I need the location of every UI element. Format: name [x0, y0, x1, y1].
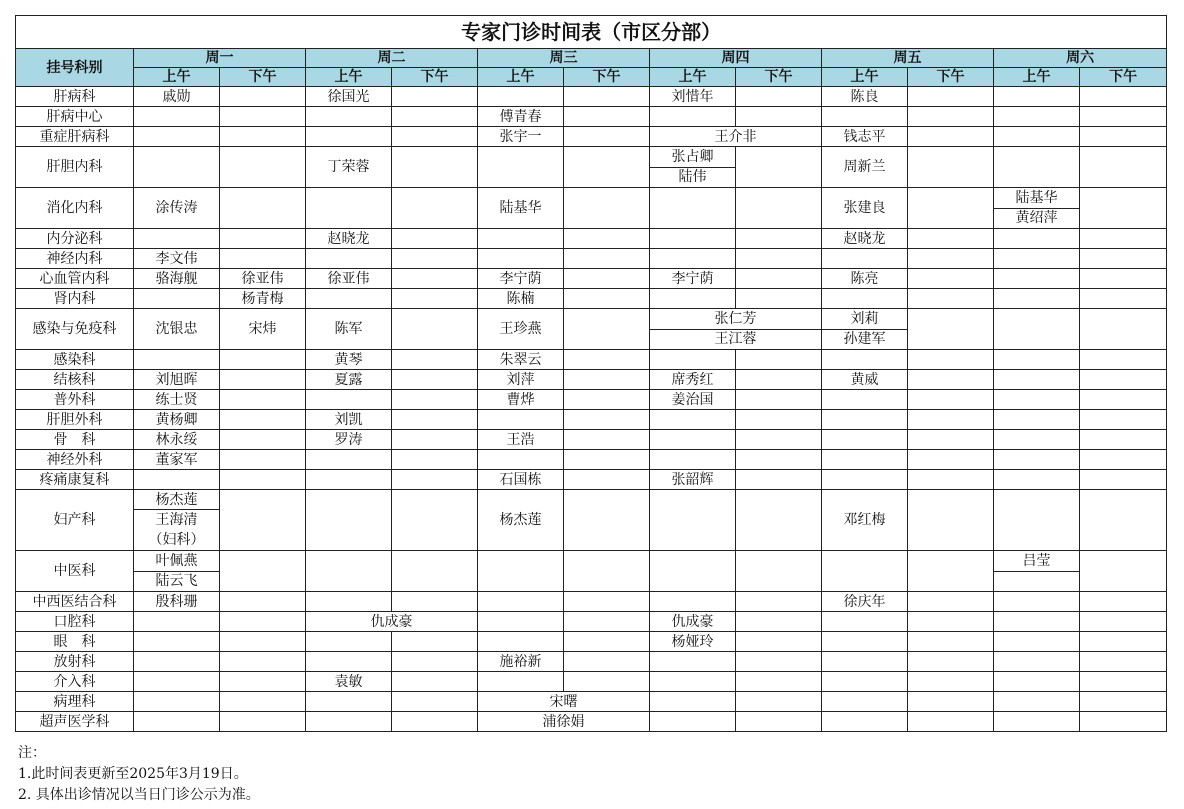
day-header-tue: 周二: [306, 49, 478, 68]
table-row: [16, 632, 1167, 652]
dept-name: 病理科: [16, 692, 134, 712]
page-title: 专家门诊时间表（市区分部）: [16, 16, 1167, 49]
doctor-cell: 徐庆年: [822, 592, 908, 612]
doctor-cell: 罗涛: [306, 430, 392, 450]
table-row: [16, 370, 1167, 390]
table-row: [16, 107, 1167, 127]
table-row: [16, 249, 1167, 269]
doctor-cell: 仇成豪: [650, 612, 736, 632]
table-row: [16, 652, 1167, 672]
doctor-name: 杨杰莲: [155, 491, 198, 508]
doctor-name: 张占卿: [671, 148, 714, 165]
doctor-cell: 赵晓龙: [306, 229, 392, 249]
dept-name: 重症肝病科: [16, 127, 134, 147]
doctor-name: 张仁芳: [714, 310, 757, 327]
doctor-cell: 王浩: [478, 430, 564, 450]
am-header: 上午: [822, 68, 908, 87]
table-row: [16, 390, 1167, 410]
dept-name: 放射科: [16, 652, 134, 672]
doctor-name: 陆伟: [650, 167, 735, 188]
am-header: 上午: [650, 68, 736, 87]
day-header-sat: 周六: [994, 49, 1167, 68]
doctor-name: 刘莉: [850, 310, 879, 327]
doctor-cell: 宋炜: [220, 309, 306, 350]
dept-name: 神经外科: [16, 450, 134, 470]
schedule-table: [15, 15, 1167, 732]
doctor-cell-split: [650, 147, 736, 188]
table-row: [16, 551, 1167, 592]
table-row: [16, 350, 1167, 370]
doctor-cell-split: [822, 309, 908, 350]
am-header: 上午: [306, 68, 392, 87]
note-line: 2. 具体出诊情况以当日门诊公示为准。: [18, 787, 260, 803]
doctor-cell: 丁荣蓉: [306, 147, 392, 188]
doctor-cell: 陆基华: [478, 188, 564, 229]
doctor-cell-split: [650, 309, 822, 350]
table-row: [16, 430, 1167, 450]
table-row: [16, 87, 1167, 107]
day-header-thu: 周四: [650, 49, 822, 68]
table-row: [16, 147, 1167, 188]
footnotes: [18, 743, 260, 806]
note-line: 1.此时间表更新至2025年3月19日。: [18, 766, 248, 782]
doctor-cell: 林永绥: [134, 430, 220, 450]
dept-name: 口腔科: [16, 612, 134, 632]
pm-header: 下午: [908, 68, 994, 87]
doctor-cell: 浦徐娟: [478, 712, 650, 732]
doctor-cell: 陈楠: [478, 289, 564, 309]
pm-header: 下午: [1080, 68, 1167, 87]
doctor-name: 陆云飞: [134, 571, 219, 592]
table-row: [16, 712, 1167, 732]
dept-name: 肾内科: [16, 289, 134, 309]
doctor-cell: 骆海舰: [134, 269, 220, 289]
doctor-name: 王海清: [155, 511, 198, 528]
doctor-cell: 朱翠云: [478, 350, 564, 370]
doctor-cell: 仇成豪: [306, 612, 478, 632]
doctor-cell-split: [134, 490, 220, 551]
doctor-cell: 徐国光: [306, 87, 392, 107]
doctor-name: 叶佩燕: [155, 552, 198, 569]
table-row: [16, 470, 1167, 490]
doctor-cell-split: [994, 188, 1080, 229]
am-header: 上午: [478, 68, 564, 87]
table-row: [16, 612, 1167, 632]
doctor-cell: 练士贤: [134, 390, 220, 410]
dept-name: 心血管内科: [16, 269, 134, 289]
dept-name: 眼 科: [16, 632, 134, 652]
table-row: [16, 490, 1167, 551]
dept-name: 普外科: [16, 390, 134, 410]
table-row: [16, 672, 1167, 692]
dept-name: 结核科: [16, 370, 134, 390]
table-row: [16, 309, 1167, 350]
am-header: 上午: [134, 68, 220, 87]
table-row: [16, 692, 1167, 712]
pm-header: 下午: [564, 68, 650, 87]
doctor-name: 陆基华: [1015, 189, 1058, 206]
doctor-cell: 宋曙: [478, 692, 650, 712]
dept-name: 介入科: [16, 672, 134, 692]
dept-name: 神经内科: [16, 249, 134, 269]
doctor-cell: 杨青梅: [220, 289, 306, 309]
dept-name: 肝病中心: [16, 107, 134, 127]
doctor-cell: 石国栋: [478, 470, 564, 490]
doctor-cell: 刘凯: [306, 410, 392, 430]
doctor-cell: 曹烨: [478, 390, 564, 410]
am-header: 上午: [994, 68, 1080, 87]
doctor-cell: 黄琴: [306, 350, 392, 370]
doctor-cell: 刘旭晖: [134, 370, 220, 390]
table-row: [16, 269, 1167, 289]
doctor-cell: 刘惜年: [650, 87, 736, 107]
doctor-cell: 黄杨卿: [134, 410, 220, 430]
doctor-cell: 周新兰: [822, 147, 908, 188]
table-row: [16, 127, 1167, 147]
doctor-cell-split: [134, 551, 220, 592]
doctor-cell: 徐亚伟: [220, 269, 306, 289]
pm-header: 下午: [220, 68, 306, 87]
doctor-cell: 沈银忠: [134, 309, 220, 350]
dept-name: 妇产科: [16, 490, 134, 551]
doctor-cell: 傅青春: [478, 107, 564, 127]
doctor-name: 王江蓉: [650, 329, 821, 350]
doctor-cell-split: [994, 551, 1080, 592]
doctor-cell: 姜治国: [650, 390, 736, 410]
doctor-cell: 张韶辉: [650, 470, 736, 490]
doctor-cell: 涂传涛: [134, 188, 220, 229]
dept-name: 疼痛康复科: [16, 470, 134, 490]
table-row: [16, 410, 1167, 430]
pm-header: 下午: [736, 68, 822, 87]
doctor-cell: 张宇一: [478, 127, 564, 147]
doctor-cell: 袁敏: [306, 672, 392, 692]
doctor-cell: 黄威: [822, 370, 908, 390]
table-row: [16, 188, 1167, 229]
dept-name: 肝胆内科: [16, 147, 134, 188]
doctor-cell: 王介非: [650, 127, 822, 147]
doctor-cell: 戚勋: [134, 87, 220, 107]
dept-name: 感染与免疫科: [16, 309, 134, 350]
dept-name: 中西医结合科: [16, 592, 134, 612]
dept-column-header: 挂号科别: [16, 49, 134, 87]
dept-name: 超声医学科: [16, 712, 134, 732]
dept-name: 消化内科: [16, 188, 134, 229]
doctor-name: 吕莹: [1022, 552, 1051, 569]
day-header-mon: 周一: [134, 49, 306, 68]
doctor-cell: 李文伟: [134, 249, 220, 269]
day-header-fri: 周五: [822, 49, 994, 68]
doctor-cell: 杨娅玲: [650, 632, 736, 652]
doctor-cell: 邓红梅: [822, 490, 908, 551]
day-header-wed: 周三: [478, 49, 650, 68]
pm-header: 下午: [392, 68, 478, 87]
doctor-cell: 李宁荫: [478, 269, 564, 289]
table-row: [16, 592, 1167, 612]
doctor-cell: 陈良: [822, 87, 908, 107]
doctor-name: 孙建军: [822, 329, 907, 350]
doctor-cell: 徐亚伟: [306, 269, 392, 289]
table-row: [16, 289, 1167, 309]
doctor-cell: 陈军: [306, 309, 392, 350]
dept-name: 肝病科: [16, 87, 134, 107]
doctor-note: （妇科）: [148, 531, 205, 548]
doctor-cell: 杨杰莲: [478, 490, 564, 551]
doctor-cell: 董家军: [134, 450, 220, 470]
doctor-cell: 刘萍: [478, 370, 564, 390]
doctor-cell: 钱志平: [822, 127, 908, 147]
doctor-cell: 张建良: [822, 188, 908, 229]
table-row: [16, 229, 1167, 249]
doctor-cell: 陈亮: [822, 269, 908, 289]
doctor-cell: 赵晓龙: [822, 229, 908, 249]
doctor-cell: 李宁荫: [650, 269, 736, 289]
doctor-cell: 夏露: [306, 370, 392, 390]
doctor-name: 黄绍萍: [994, 208, 1079, 229]
notes-label: 注：: [18, 745, 46, 761]
dept-name: 感染科: [16, 350, 134, 370]
dept-name: 内分泌科: [16, 229, 134, 249]
doctor-cell: 殷科珊: [134, 592, 220, 612]
doctor-cell: 席秀红: [650, 370, 736, 390]
dept-name: 中医科: [16, 551, 134, 592]
doctor-cell: 王珍燕: [478, 309, 564, 350]
dept-name: 骨 科: [16, 430, 134, 450]
dept-name: 肝胆外科: [16, 410, 134, 430]
table-row: [16, 450, 1167, 470]
doctor-cell: 施裕新: [478, 652, 564, 672]
